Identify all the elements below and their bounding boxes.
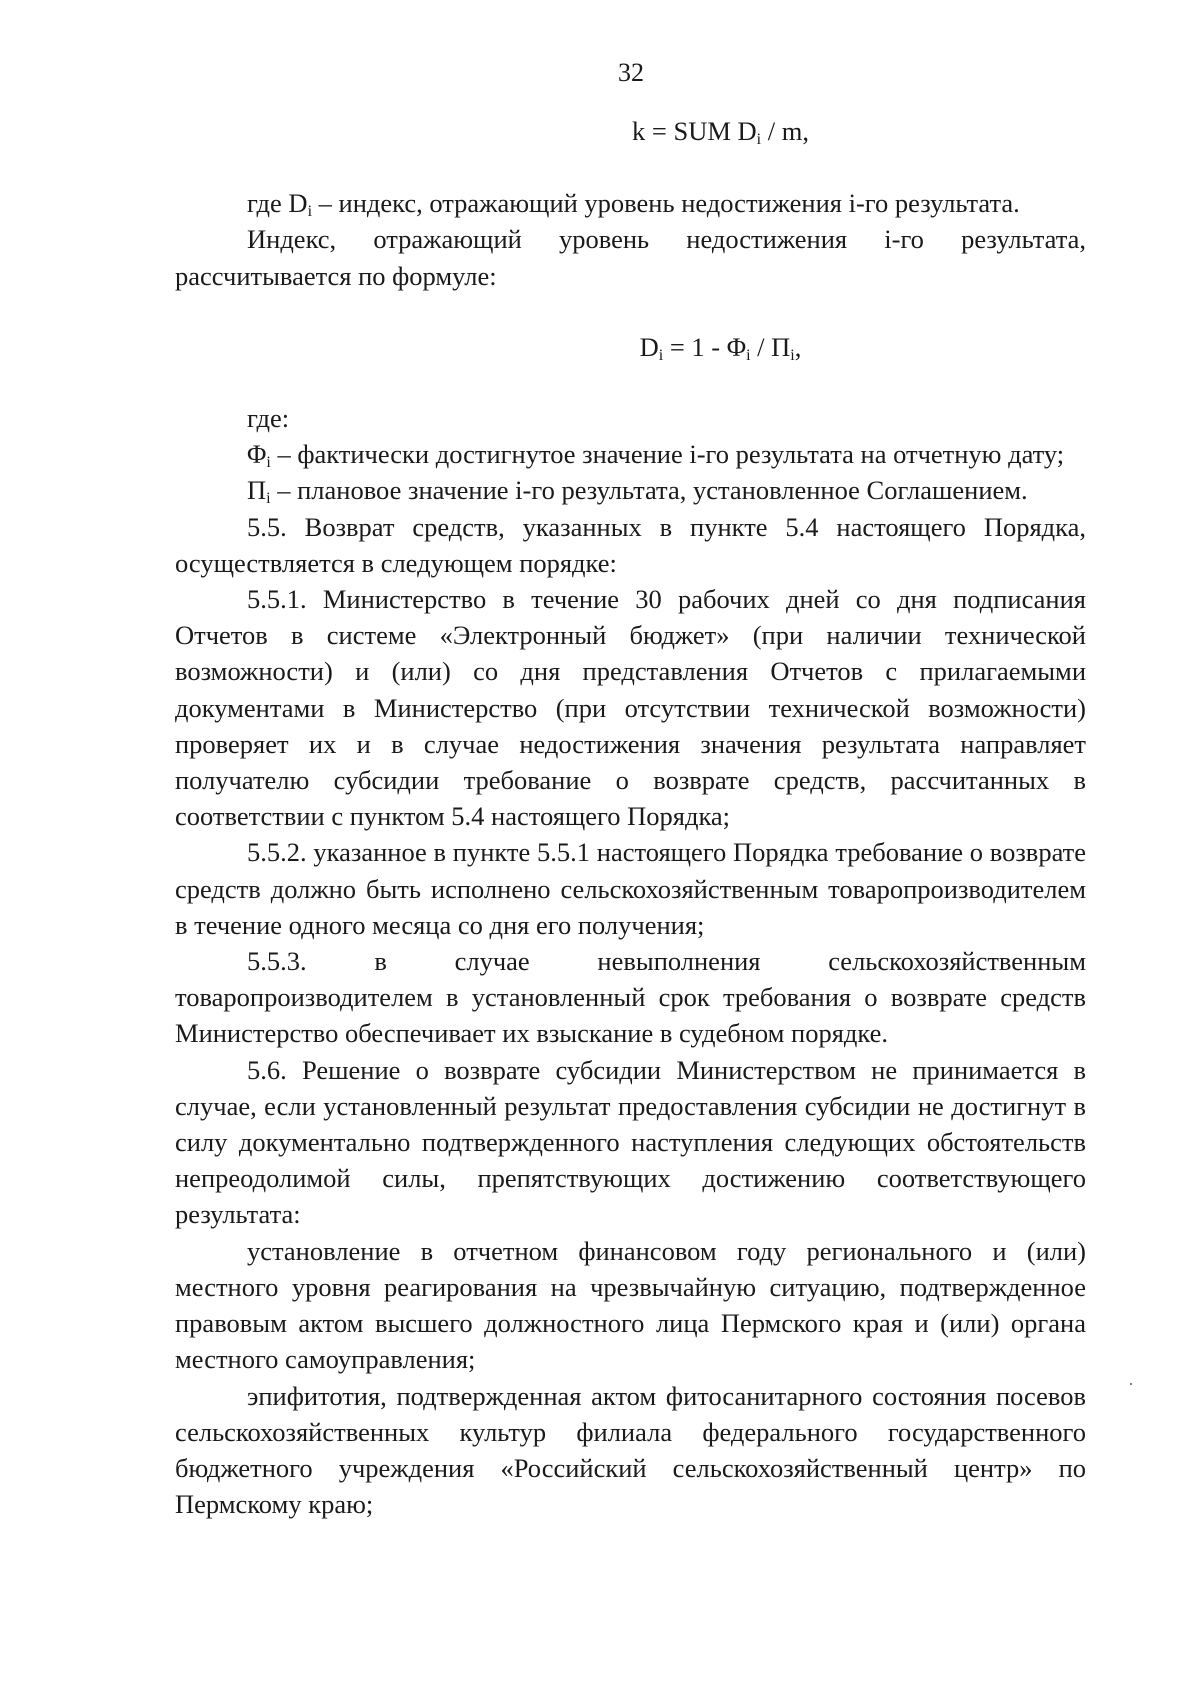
paragraph-5-6: 5.6. Решение о возврате субсидии Министерством не принимается в случае, если установленный результат предоставления субсидии не достигнут в силу документально подтвержденного наступления следующих обстоятельств непреодолимой силы, препятствующих достижению соответствующего результата: (175, 1054, 1086, 1230)
formula-d-pi-sub: i (790, 346, 795, 364)
pi-sub: i (266, 490, 271, 508)
formula-d-end: , (794, 331, 802, 362)
document-body (175, 113, 1086, 1522)
formula-k-lhs: k = SUM D (632, 116, 757, 146)
formula-d-phi-sub: i (746, 346, 751, 364)
phi-definition (175, 436, 1086, 472)
pi-rest: – плановое значение i-го результата, установленное Соглашением. (270, 475, 1028, 506)
page-number: 32 (618, 58, 644, 87)
where-di-sub: i (307, 203, 313, 221)
where-label: где: (247, 403, 290, 434)
phi-symbol: Φ (247, 439, 267, 470)
formula-d-slash: / П (750, 331, 791, 362)
pi-definition (175, 472, 1086, 508)
paragraph-5-5-1: 5.5.1. Министерство в течение 30 рабочих дней со дня подписания Отчетов в системе «Электронный бюджет» (при наличии технической возможности) и (или) со дня представления Отчетов с прилагаемыми документами в Министерство (при отсутствии технической возможности) проверяет их и в случае недостижения значения результата направляет получателю субсидии требование о возврате средств, рассчитанных в соответствии с пунктом 5.4 настоящего Порядка; (175, 584, 1086, 832)
formula-k-rhs: / m, (761, 116, 809, 146)
formula-k (175, 113, 1086, 149)
formula-d-mid: = 1 - Φ (663, 331, 747, 362)
scan-artifact-dot (1130, 1383, 1132, 1385)
phi-rest: – фактически достигнутое значение i-го результата на отчетную дату; (270, 439, 1065, 470)
formula-d (175, 329, 1086, 365)
paragraph-5-5-3: 5.5.3. в случае невыполнения сельскохозяйственным товаропроизводителем в установленный срок требования о возврате средств Министерство обеспечивает их взыскание в судебном порядке. (175, 946, 1086, 1049)
index-paragraph: Индекс, отражающий уровень недостижения i-го результата, рассчитывается по формуле: (175, 224, 1086, 291)
formula-d-d-sub: i (658, 346, 664, 364)
paragraph-emergency: установление в отчетном финансовом году регионального и (или) местного уровня реагирования на чрезвычайную ситуацию, подтвержденное правовым актом высшего должностного лица Пермского края и (или) органа местного самоуправления; (175, 1235, 1086, 1375)
paragraph-5-5: 5.5. Возврат средств, указанных в пункте 5.4 настоящего Порядка, осуществляется в следующем порядке: (175, 511, 1086, 578)
paragraph-5-5-2: 5.5.2. указанное в пункте 5.5.1 настоящего Порядка требование о возврате средств должно быть исполнено сельскохозяйственным товаропроизводителем в течение одного месяца со дня его получения; (175, 837, 1086, 940)
paragraph-epiphytotic: эпифитотия, подтвержденная актом фитосанитарного состояния посевов сельскохозяйственных культур филиала федерального государственного бюджетного учреждения «Российский сельскохозяйственный центр» по Пермскому краю; (175, 1380, 1086, 1520)
where-di-rest: – индекс, отражающий уровень недостижения i-го результата. (312, 188, 1020, 219)
pi-symbol: П (247, 475, 267, 506)
phi-sub: i (266, 454, 271, 472)
where-di-definition (175, 185, 1086, 221)
formula-k-sub: i (756, 131, 762, 148)
formula-d-d: D (639, 331, 659, 362)
where-di-prefix: где D (247, 188, 308, 219)
